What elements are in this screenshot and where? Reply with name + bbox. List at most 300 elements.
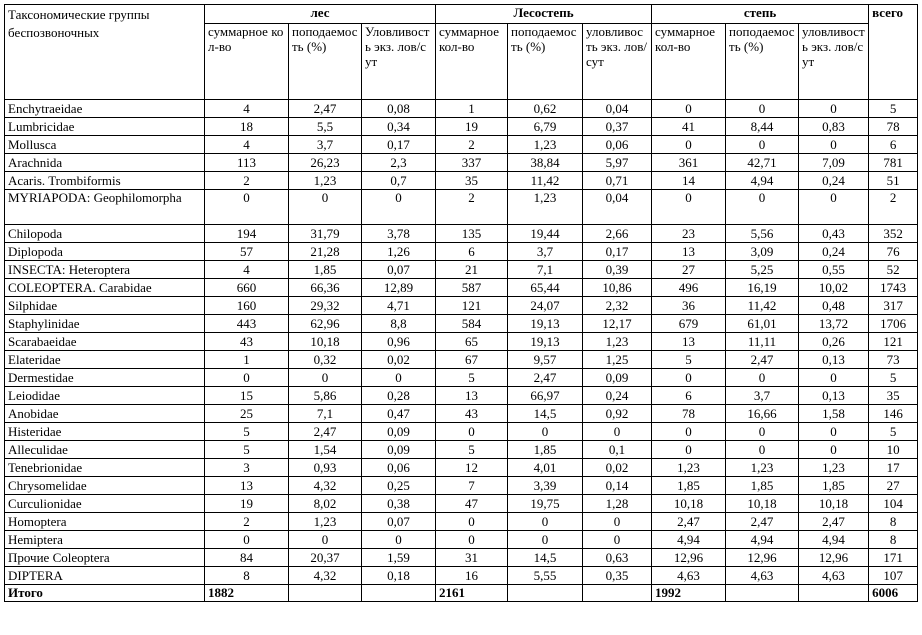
value-cell: 29,32 xyxy=(289,297,362,315)
value-cell: 2 xyxy=(436,136,508,154)
value-cell: 0,96 xyxy=(362,333,436,351)
value-cell: 0,71 xyxy=(583,172,652,190)
taxon-cell: MYRIAPODA: Geophilomorpha xyxy=(5,190,205,225)
value-cell: 1,23 xyxy=(799,459,869,477)
value-cell: 0,17 xyxy=(583,243,652,261)
value-cell: 1743 xyxy=(869,279,918,297)
taxon-cell: COLEOPTERA. Carabidae xyxy=(5,279,205,297)
value-cell: 3 xyxy=(205,459,289,477)
value-cell: 25 xyxy=(205,405,289,423)
value-cell: 9,57 xyxy=(508,351,583,369)
value-cell: 16,19 xyxy=(726,279,799,297)
value-cell: 4,63 xyxy=(799,567,869,585)
taxon-cell: Tenebrionidae xyxy=(5,459,205,477)
value-cell: 0 xyxy=(726,190,799,225)
totals-row xyxy=(5,585,918,602)
value-cell: 10,18 xyxy=(799,495,869,513)
taxon-cell: Silphidae xyxy=(5,297,205,315)
table-row xyxy=(5,118,918,136)
sub-foreststeppe-catchability: уловливость экз. лов/сут xyxy=(583,24,652,100)
value-cell: 8 xyxy=(869,531,918,549)
value-cell: 4 xyxy=(205,100,289,118)
value-cell: 10,18 xyxy=(289,333,362,351)
value-cell: 1,23 xyxy=(289,513,362,531)
taxon-cell: Homoptera xyxy=(5,513,205,531)
total-header: всего xyxy=(869,5,918,100)
value-cell: 0,24 xyxy=(583,387,652,405)
value-cell: 35 xyxy=(436,172,508,190)
value-cell: 2,66 xyxy=(583,225,652,243)
value-cell: 0 xyxy=(436,423,508,441)
table-row xyxy=(5,243,918,261)
value-cell: 5,86 xyxy=(289,387,362,405)
sub-forest-catchability: Уловливость экз. лов/сут xyxy=(362,24,436,100)
value-cell: 0 xyxy=(583,513,652,531)
value-cell: 0,02 xyxy=(583,459,652,477)
value-cell: 43 xyxy=(436,405,508,423)
totals-foreststeppe: 2161 xyxy=(436,585,508,602)
table-row xyxy=(5,154,918,172)
table-row xyxy=(5,261,918,279)
value-cell: 0 xyxy=(799,369,869,387)
table-row xyxy=(5,297,918,315)
value-cell: 0 xyxy=(205,190,289,225)
value-cell: 0,37 xyxy=(583,118,652,136)
value-cell: 8,02 xyxy=(289,495,362,513)
value-cell: 19,44 xyxy=(508,225,583,243)
value-cell: 3,7 xyxy=(726,387,799,405)
value-cell: 0,48 xyxy=(799,297,869,315)
taxon-header: Таксономические группы беспозвоночных xyxy=(5,5,205,100)
value-cell: 57 xyxy=(205,243,289,261)
value-cell: 51 xyxy=(869,172,918,190)
value-cell: 0,04 xyxy=(583,190,652,225)
taxon-cell: Curculionidae xyxy=(5,495,205,513)
value-cell: 47 xyxy=(436,495,508,513)
value-cell: 13,72 xyxy=(799,315,869,333)
value-cell: 4,32 xyxy=(289,567,362,585)
value-cell: 65 xyxy=(436,333,508,351)
value-cell: 0 xyxy=(205,369,289,387)
value-cell: 73 xyxy=(869,351,918,369)
value-cell: 0,07 xyxy=(362,261,436,279)
value-cell: 0 xyxy=(289,531,362,549)
value-cell: 1,54 xyxy=(289,441,362,459)
taxon-cell: Scarabaeidae xyxy=(5,333,205,351)
value-cell: 1,26 xyxy=(362,243,436,261)
value-cell: 0,28 xyxy=(362,387,436,405)
value-cell: 317 xyxy=(869,297,918,315)
value-cell: 19,75 xyxy=(508,495,583,513)
value-cell: 62,96 xyxy=(289,315,362,333)
table-row xyxy=(5,387,918,405)
taxon-cell: INSECTA: Heteroptera xyxy=(5,261,205,279)
sub-steppe-occurrence: поподаемость (%) xyxy=(726,24,799,100)
value-cell: 5,5 xyxy=(289,118,362,136)
value-cell: 41 xyxy=(652,118,726,136)
value-cell: 0,38 xyxy=(362,495,436,513)
value-cell: 0 xyxy=(362,190,436,225)
value-cell: 443 xyxy=(205,315,289,333)
value-cell: 8 xyxy=(205,567,289,585)
value-cell: 16,66 xyxy=(726,405,799,423)
value-cell: 24,07 xyxy=(508,297,583,315)
value-cell: 12 xyxy=(436,459,508,477)
value-cell: 12,89 xyxy=(362,279,436,297)
value-cell: 1,59 xyxy=(362,549,436,567)
sub-steppe-catchability: уловливость экз. лов/сут xyxy=(799,24,869,100)
value-cell: 2,47 xyxy=(726,513,799,531)
value-cell: 337 xyxy=(436,154,508,172)
value-cell: 67 xyxy=(436,351,508,369)
sub-foreststeppe-count: суммарное кол-во xyxy=(436,24,508,100)
value-cell: 78 xyxy=(652,405,726,423)
value-cell: 0,43 xyxy=(799,225,869,243)
value-cell: 27 xyxy=(869,477,918,495)
value-cell: 3,7 xyxy=(289,136,362,154)
value-cell: 10,18 xyxy=(726,495,799,513)
totals-forest: 1882 xyxy=(205,585,289,602)
value-cell: 14,5 xyxy=(508,405,583,423)
value-cell: 21 xyxy=(436,261,508,279)
value-cell: 3,7 xyxy=(508,243,583,261)
value-cell: 121 xyxy=(869,333,918,351)
value-cell: 0,47 xyxy=(362,405,436,423)
value-cell: 1,85 xyxy=(289,261,362,279)
value-cell: 0,1 xyxy=(583,441,652,459)
value-cell: 4,32 xyxy=(289,477,362,495)
value-cell: 0 xyxy=(362,369,436,387)
value-cell: 121 xyxy=(436,297,508,315)
value-cell: 10,02 xyxy=(799,279,869,297)
value-cell: 3,09 xyxy=(726,243,799,261)
value-cell: 4,71 xyxy=(362,297,436,315)
value-cell: 2,47 xyxy=(289,423,362,441)
value-cell: 0,07 xyxy=(362,513,436,531)
table-row xyxy=(5,441,918,459)
value-cell: 0,09 xyxy=(362,423,436,441)
value-cell: 15 xyxy=(205,387,289,405)
value-cell: 5 xyxy=(436,441,508,459)
value-cell: 4,01 xyxy=(508,459,583,477)
value-cell: 0 xyxy=(583,423,652,441)
table-row xyxy=(5,136,918,154)
value-cell: 5,56 xyxy=(726,225,799,243)
value-cell: 0 xyxy=(726,100,799,118)
value-cell: 146 xyxy=(869,405,918,423)
value-cell: 26,23 xyxy=(289,154,362,172)
value-cell: 171 xyxy=(869,549,918,567)
totals-steppe: 1992 xyxy=(652,585,726,602)
value-cell: 0,63 xyxy=(583,549,652,567)
table-row xyxy=(5,369,918,387)
value-cell: 10 xyxy=(869,441,918,459)
value-cell: 2 xyxy=(205,513,289,531)
value-cell: 8 xyxy=(869,513,918,531)
value-cell: 31 xyxy=(436,549,508,567)
value-cell: 2 xyxy=(869,190,918,225)
value-cell: 5,97 xyxy=(583,154,652,172)
value-cell: 20,37 xyxy=(289,549,362,567)
value-cell: 13 xyxy=(205,477,289,495)
value-cell: 0,62 xyxy=(508,100,583,118)
value-cell: 0,7 xyxy=(362,172,436,190)
value-cell: 0 xyxy=(436,513,508,531)
value-cell: 23 xyxy=(652,225,726,243)
table-row xyxy=(5,549,918,567)
table-row xyxy=(5,567,918,585)
taxon-cell: Hemiptera xyxy=(5,531,205,549)
value-cell: 0,39 xyxy=(583,261,652,279)
value-cell: 11,11 xyxy=(726,333,799,351)
value-cell: 0 xyxy=(436,531,508,549)
value-cell: 4,94 xyxy=(799,531,869,549)
value-cell: 84 xyxy=(205,549,289,567)
value-cell: 0,93 xyxy=(289,459,362,477)
value-cell: 5,25 xyxy=(726,261,799,279)
value-cell: 65,44 xyxy=(508,279,583,297)
value-cell: 679 xyxy=(652,315,726,333)
table-row xyxy=(5,405,918,423)
value-cell: 2 xyxy=(436,190,508,225)
value-cell: 2,47 xyxy=(799,513,869,531)
value-cell: 0,04 xyxy=(583,100,652,118)
value-cell: 31,79 xyxy=(289,225,362,243)
value-cell: 6 xyxy=(869,136,918,154)
value-cell: 135 xyxy=(436,225,508,243)
value-cell: 66,97 xyxy=(508,387,583,405)
taxon-cell: Staphylinidae xyxy=(5,315,205,333)
value-cell: 0 xyxy=(799,190,869,225)
value-cell: 0,26 xyxy=(799,333,869,351)
value-cell: 14,5 xyxy=(508,549,583,567)
table-row xyxy=(5,315,918,333)
value-cell: 52 xyxy=(869,261,918,279)
table-row xyxy=(5,351,918,369)
value-cell: 0,13 xyxy=(799,351,869,369)
value-cell: 0,06 xyxy=(583,136,652,154)
value-cell: 5 xyxy=(436,369,508,387)
value-cell: 61,01 xyxy=(726,315,799,333)
value-cell: 14 xyxy=(652,172,726,190)
value-cell: 781 xyxy=(869,154,918,172)
value-cell: 0 xyxy=(726,423,799,441)
value-cell: 0 xyxy=(652,369,726,387)
value-cell: 19,13 xyxy=(508,315,583,333)
value-cell: 1,85 xyxy=(652,477,726,495)
value-cell: 0 xyxy=(799,100,869,118)
value-cell: 6 xyxy=(652,387,726,405)
value-cell: 35 xyxy=(869,387,918,405)
value-cell: 1 xyxy=(436,100,508,118)
value-cell: 5 xyxy=(652,351,726,369)
taxon-cell: Chrysomelidae xyxy=(5,477,205,495)
value-cell: 0 xyxy=(652,136,726,154)
value-cell: 12,17 xyxy=(583,315,652,333)
taxon-cell: Histeridae xyxy=(5,423,205,441)
taxon-cell: Alleculidae xyxy=(5,441,205,459)
value-cell: 1,23 xyxy=(583,333,652,351)
value-cell: 0 xyxy=(726,136,799,154)
sub-foreststeppe-occurrence: поподаемость (%) xyxy=(508,24,583,100)
value-cell: 12,96 xyxy=(726,549,799,567)
value-cell: 1,23 xyxy=(289,172,362,190)
value-cell: 1,28 xyxy=(583,495,652,513)
table-row xyxy=(5,279,918,297)
value-cell: 4 xyxy=(205,261,289,279)
invertebrate-table xyxy=(4,4,918,602)
value-cell: 4 xyxy=(205,136,289,154)
value-cell: 584 xyxy=(436,315,508,333)
value-cell: 7,1 xyxy=(508,261,583,279)
totals-all: 6006 xyxy=(869,585,918,602)
value-cell: 4,63 xyxy=(652,567,726,585)
value-cell: 113 xyxy=(205,154,289,172)
header-row xyxy=(5,5,918,24)
value-cell: 194 xyxy=(205,225,289,243)
value-cell: 0,09 xyxy=(583,369,652,387)
value-cell: 0,24 xyxy=(799,243,869,261)
value-cell: 1,25 xyxy=(583,351,652,369)
table-row xyxy=(5,333,918,351)
value-cell: 19 xyxy=(436,118,508,136)
value-cell: 1,23 xyxy=(508,136,583,154)
value-cell: 1 xyxy=(205,351,289,369)
value-cell: 0,25 xyxy=(362,477,436,495)
table-body xyxy=(5,100,918,585)
value-cell: 0,34 xyxy=(362,118,436,136)
value-cell: 2 xyxy=(205,172,289,190)
value-cell: 0 xyxy=(799,423,869,441)
table-row xyxy=(5,172,918,190)
taxon-cell: Diplopoda xyxy=(5,243,205,261)
value-cell: 1,23 xyxy=(508,190,583,225)
value-cell: 352 xyxy=(869,225,918,243)
value-cell: 5 xyxy=(205,441,289,459)
value-cell: 0 xyxy=(726,441,799,459)
table-row xyxy=(5,100,918,118)
value-cell: 1,58 xyxy=(799,405,869,423)
value-cell: 7 xyxy=(436,477,508,495)
value-cell: 18 xyxy=(205,118,289,136)
value-cell: 2,47 xyxy=(508,369,583,387)
value-cell: 0,24 xyxy=(799,172,869,190)
value-cell: 10,18 xyxy=(652,495,726,513)
value-cell: 13 xyxy=(652,333,726,351)
value-cell: 78 xyxy=(869,118,918,136)
value-cell: 0,14 xyxy=(583,477,652,495)
taxon-cell: Mollusca xyxy=(5,136,205,154)
value-cell: 0 xyxy=(289,190,362,225)
value-cell: 107 xyxy=(869,567,918,585)
taxon-cell: Anobidae xyxy=(5,405,205,423)
value-cell: 6,79 xyxy=(508,118,583,136)
value-cell: 13 xyxy=(652,243,726,261)
table-row xyxy=(5,495,918,513)
value-cell: 6 xyxy=(436,243,508,261)
value-cell: 660 xyxy=(205,279,289,297)
value-cell: 4,94 xyxy=(726,531,799,549)
taxon-cell: Arachnida xyxy=(5,154,205,172)
value-cell: 8,8 xyxy=(362,315,436,333)
value-cell: 0 xyxy=(726,369,799,387)
value-cell: 27 xyxy=(652,261,726,279)
value-cell: 0,09 xyxy=(362,441,436,459)
value-cell: 2,47 xyxy=(652,513,726,531)
value-cell: 4,94 xyxy=(652,531,726,549)
taxon-cell: Leiodidae xyxy=(5,387,205,405)
taxon-cell: Acaris. Trombiformis xyxy=(5,172,205,190)
taxon-cell: DIPTERA xyxy=(5,567,205,585)
value-cell: 2,32 xyxy=(583,297,652,315)
value-cell: 0,13 xyxy=(799,387,869,405)
table-row xyxy=(5,459,918,477)
value-cell: 36 xyxy=(652,297,726,315)
value-cell: 0 xyxy=(652,441,726,459)
value-cell: 0,55 xyxy=(799,261,869,279)
value-cell: 0 xyxy=(508,531,583,549)
group-header-forest: лес xyxy=(205,5,436,24)
value-cell: 0,02 xyxy=(362,351,436,369)
value-cell: 5 xyxy=(869,369,918,387)
value-cell: 2,47 xyxy=(289,100,362,118)
value-cell: 0,17 xyxy=(362,136,436,154)
value-cell: 1,85 xyxy=(508,441,583,459)
value-cell: 7,09 xyxy=(799,154,869,172)
value-cell: 42,71 xyxy=(726,154,799,172)
sub-steppe-count: суммарное кол-во xyxy=(652,24,726,100)
value-cell: 4,94 xyxy=(726,172,799,190)
value-cell: 17 xyxy=(869,459,918,477)
value-cell: 38,84 xyxy=(508,154,583,172)
value-cell: 3,39 xyxy=(508,477,583,495)
value-cell: 0 xyxy=(652,100,726,118)
value-cell: 76 xyxy=(869,243,918,261)
value-cell: 0,92 xyxy=(583,405,652,423)
value-cell: 0 xyxy=(799,136,869,154)
table-row xyxy=(5,513,918,531)
value-cell: 0 xyxy=(508,513,583,531)
value-cell: 1706 xyxy=(869,315,918,333)
taxon-cell: Elateridae xyxy=(5,351,205,369)
value-cell: 7,1 xyxy=(289,405,362,423)
table-row xyxy=(5,225,918,243)
taxon-cell: Lumbricidae xyxy=(5,118,205,136)
value-cell: 13 xyxy=(436,387,508,405)
table-row xyxy=(5,190,918,225)
value-cell: 5 xyxy=(205,423,289,441)
value-cell: 12,96 xyxy=(652,549,726,567)
value-cell: 3,78 xyxy=(362,225,436,243)
value-cell: 0,06 xyxy=(362,459,436,477)
value-cell: 0,35 xyxy=(583,567,652,585)
value-cell: 19 xyxy=(205,495,289,513)
value-cell: 12,96 xyxy=(799,549,869,567)
value-cell: 1,23 xyxy=(726,459,799,477)
value-cell: 4,63 xyxy=(726,567,799,585)
value-cell: 0 xyxy=(508,423,583,441)
taxon-cell: Dermestidae xyxy=(5,369,205,387)
value-cell: 0 xyxy=(652,190,726,225)
value-cell: 43 xyxy=(205,333,289,351)
group-header-foreststeppe: Лесостепь xyxy=(436,5,652,24)
value-cell: 5,55 xyxy=(508,567,583,585)
value-cell: 10,86 xyxy=(583,279,652,297)
value-cell: 104 xyxy=(869,495,918,513)
value-cell: 160 xyxy=(205,297,289,315)
value-cell: 21,28 xyxy=(289,243,362,261)
totals-label: Итого xyxy=(5,585,205,602)
